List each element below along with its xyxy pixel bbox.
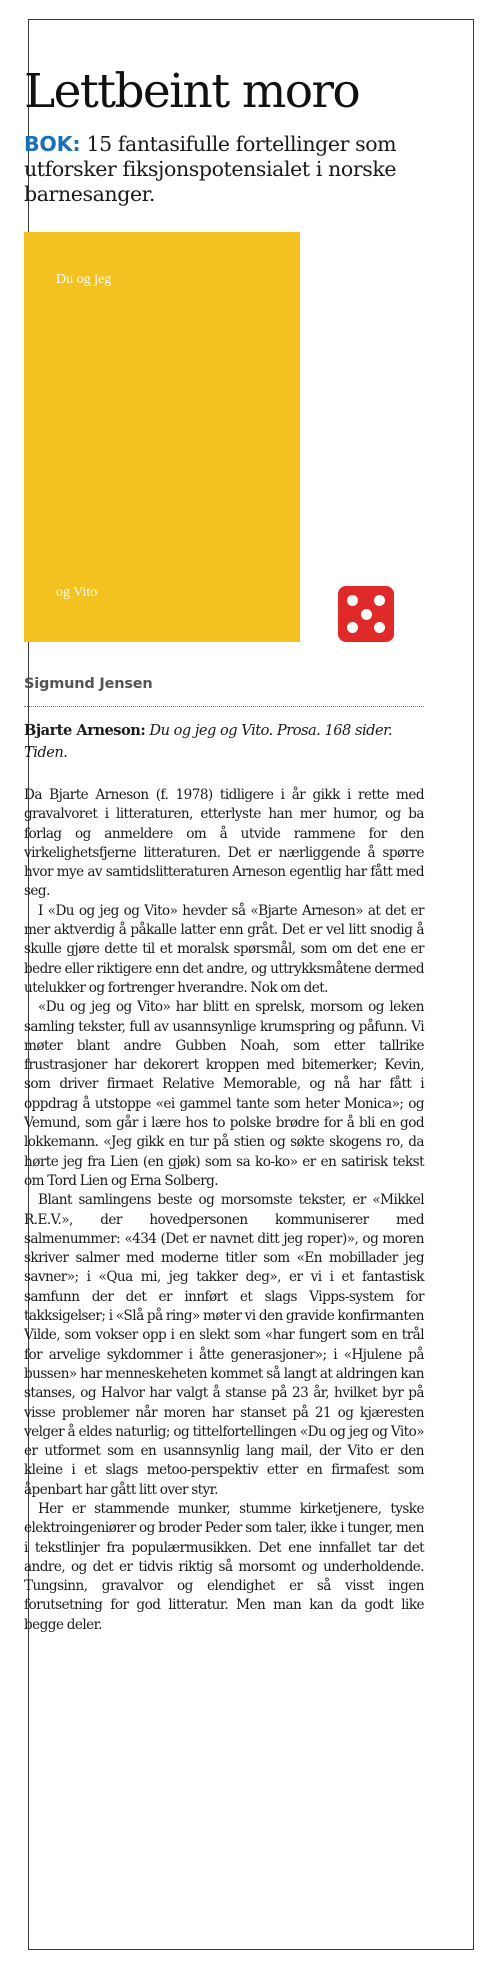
die-pip — [374, 622, 385, 633]
book-facts — [24, 720, 424, 764]
book-cover — [24, 232, 300, 642]
body-paragraph: I «Du og jeg og Vito» hevder så «Bjarte Arneson» at det er mer aktverdig å påkalle latter enn gråt. Det er vel litt snodig å skulle gjøre dette til et moralsk spørsmål, som om det ene er bedre eller riktigere enn det andre, og uttrykksmåtene dermed utelukker og fortrenger hverandre. Nok om det. — [24, 902, 424, 996]
lede — [24, 132, 424, 207]
cover-title: Du og jeg — [56, 272, 112, 287]
cover-subtitle: og Vito — [56, 585, 98, 600]
facts-author: Bjarte Arneson: — [24, 722, 146, 739]
facts-details: Du og jeg og Vito. Prosa. 168 sider. Tiden. — [24, 722, 393, 761]
die-pip — [347, 622, 358, 633]
body-paragraph: Her er stammende munker, stumme kirketjenere, tyske elektroingeniører og broder Peder som taler, ikke i tunger, men i tekstlinjer fra populærmusikken. Det ene innfallet tar det andre, og det er tidvis riktig så morsomt og underholdende. Tungsinn, gravalvor og elendighet er så visst ingen forutsetning for god litteratur. Men man kan da godt like begge deler. — [24, 1500, 424, 1633]
kicker-label: BOK: — [24, 132, 81, 156]
lede-text: 15 fantasifulle fortellinger som utforsker fiksjonspotensialet i norske barnesanger. — [24, 132, 397, 206]
body-paragraph: «Du og jeg og Vito» har blitt en sprelsk, morsom og leken samling tekster, full av usannsynlige krumspring og påfunn. Vi møter blant andre Gubben Noah, som etter tallrike frustrasjoner har dekorert kroppen med bitemerker; Kevin, som driver firmaet Relative Memorable, og nå har fått i oppdrag å utstoppe «ei gammel tante som heter Monica»; og Vemund, som går i lære hos to polske brødre for å bli en god lokkemann. «Jeg gikk en tur på stien og søkte skogens ro, da hørte jeg fra Lien (en gjøk) som sa ko-ko» er en satirisk tekst om Tord Lien og Erna Solberg. — [24, 999, 424, 1189]
die-pip — [361, 609, 372, 620]
die-pip — [347, 595, 358, 606]
divider — [24, 706, 424, 707]
die-five-icon — [338, 586, 394, 642]
body-paragraph: Blant samlingens beste og morsomste tekster, er «Mikkel R.E.V.», der hovedpersonen kommuniserer med salmenummer: «434 (Det er navnet ditt jeg roper)», og moren skriver salmer med moderne titler som «En mobillader jeg savner»; i «Qua mi, jeg takker deg», er vi i et fantastisk samfunn der det er innført et slags Vipps-system for takksigelser; i «Slå på ring» møter vi den gravide konfirmanten Vilde, som vokser opp i en slekt som «har fungert som en trål for arvelige sykdommer i åtte generasjoner»; i «Hjulene på bussen» har menneskeheten kommet så langt at aldringen kan stanses, og Halvor har valgt å stanse på 23 år, hvilket byr på visse problemer når moren har stanset på 21 og kjæresten velger å eldes naturlig; og tittelfortellingen «Du og jeg og Vito» er utformet som en usannsynlig lang mail, der Vito er den kleine i et slags metoo-perspektiv etter en firmafest som åpenbart har gått litt over styr. — [24, 1192, 424, 1498]
byline: Sigmund Jensen — [24, 676, 153, 692]
body-paragraph: Da Bjarte Arneson (f. 1978) tidligere i år gikk i rette med gravalvoret i litteraturen, etterlyste han mer humor, og ba forlag og anmeldere om å utvide rammene for den virkelighetsfjerne litteraturen. Det er nærliggende å spørre hvor mye av samtidslitteraturen Arneson egentlig har fått med seg. — [24, 787, 424, 900]
die-pip — [374, 595, 385, 606]
headline: Lettbeint moro — [24, 64, 360, 119]
article-body — [24, 786, 424, 1635]
